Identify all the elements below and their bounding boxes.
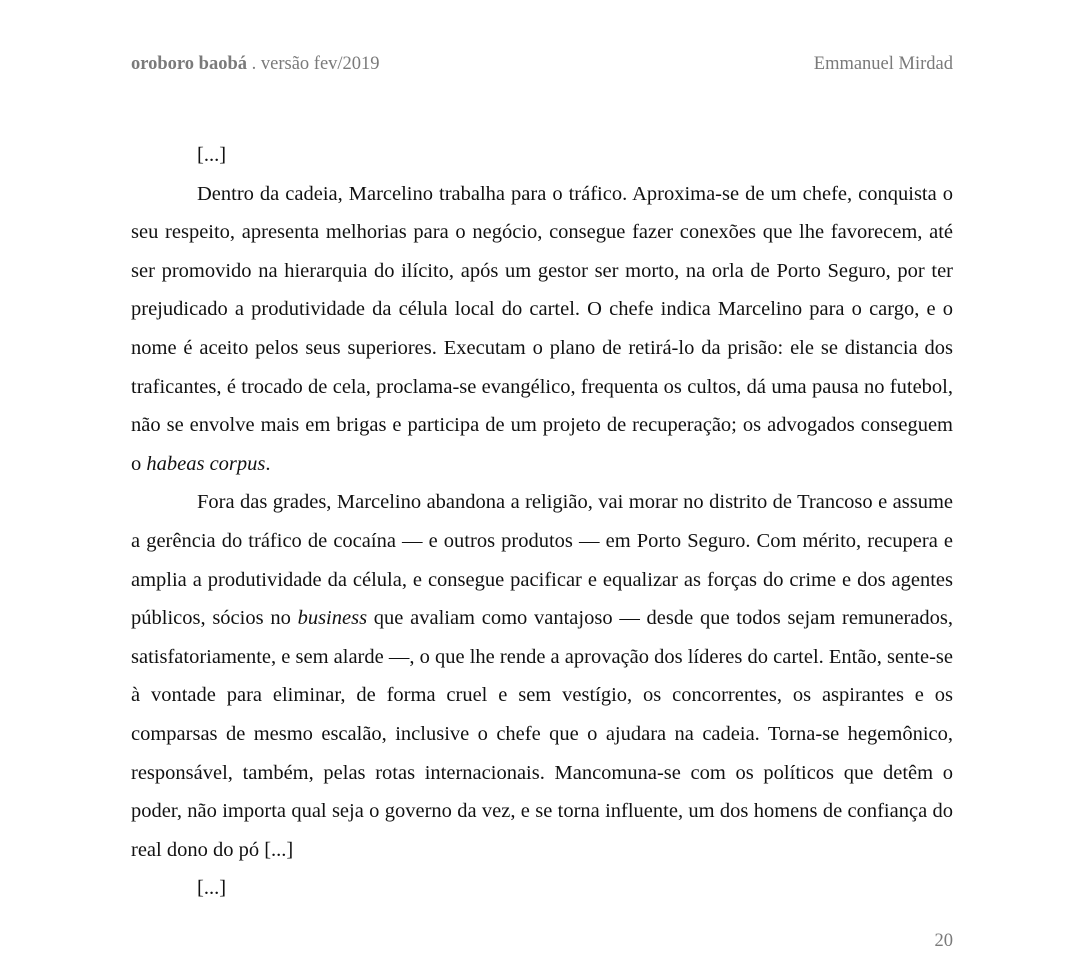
paragraph-1: [131, 175, 953, 484]
paragraph-2-text-a: Fora das grades, Marcelino abandona a religião, vai morar no distrito de Trancoso e assume a gerência do tráfico de cocaína — e outros produtos — em Porto Seguro. Com mérito, recupera e amplia a produtividade da célula, e consegue pacificar e equalizar as forças do crime e dos agentes públicos, sócios no: [131, 491, 953, 630]
paragraph-1-text: Dentro da cadeia, Marcelino trabalha para o tráfico. Aproxima-se de um chefe, conquista o seu respeito, apresenta melhorias para o negócio, consegue fazer conexões que lhe favorecem, até ser promovido na hierarquia do ilícito, após um gestor ser morto, na orla de Porto Seguro, por ter prejudicado a produtividade da célula local do cartel. O chefe indica Marcelino para o cargo, e o nome é aceito pelos seus superiores. Executam o plano de retirá-lo da prisão: ele se distancia dos traficantes, é trocado de cela, proclama-se evangélico, frequenta os cultos, dá uma pausa no futebol, não se envolve mais em brigas e participa de um projeto de recuperação; os advogados conseguem o: [131, 182, 953, 475]
page-number: 20: [934, 931, 953, 951]
paragraph-2: [131, 483, 953, 869]
paragraph-2-italic: business: [297, 607, 368, 630]
body-text: [131, 136, 953, 908]
omission-marker-end: [...]: [197, 877, 227, 900]
paragraph-1-italic: habeas corpus: [146, 452, 266, 475]
header-author: Emmanuel Mirdad: [813, 54, 953, 74]
book-title: oroboro baobá: [131, 54, 247, 74]
header-book-info: [131, 54, 380, 75]
page-header: [131, 54, 953, 78]
paragraph-1-end: .: [265, 452, 271, 475]
omission-marker-start: [...]: [197, 144, 227, 166]
paragraph-2-text-b: que avaliam como vantajoso — desde que todos sejam remunerados, satisfatoriamente, e sem alarde —, o que lhe rende a aprovação dos líderes do cartel. Então, sente-se à vontade para eliminar, de forma cruel e sem vestígio, os concorrentes, os aspirantes e os comparsas de mesmo escalão, inclusive o chefe que o ajudara na cadeia. Torna-se hegemônico, responsável, também, pelas rotas internacionais. Mancomuna-se com os políticos que detêm o poder, não importa qual seja o governo da vez, e se torna influente, um dos homens de confiança do real dono do pó [...]: [131, 607, 954, 861]
book-version: . versão fev/2019: [247, 54, 380, 74]
